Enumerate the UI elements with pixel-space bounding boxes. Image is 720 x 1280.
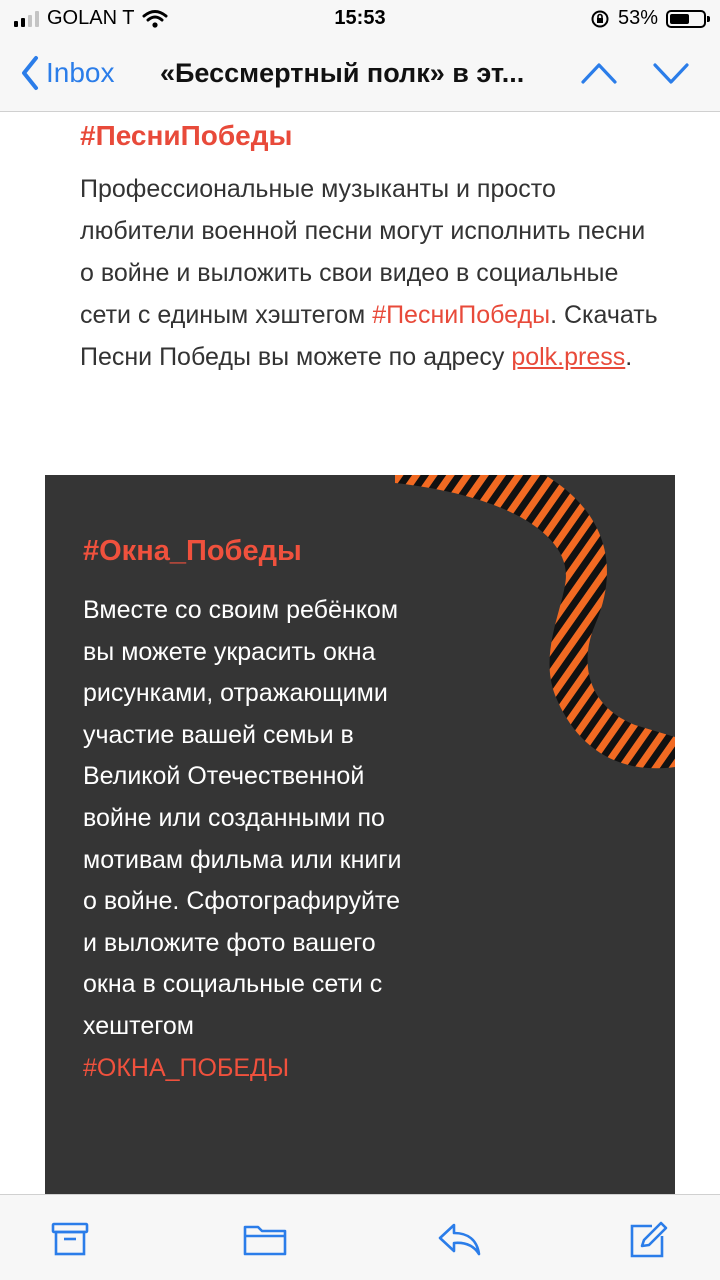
st-george-ribbon-image	[395, 475, 675, 775]
status-bar	[0, 0, 720, 38]
orientation-lock-icon	[590, 9, 610, 29]
carrier-label: GOLAN T	[47, 7, 135, 29]
songs-text-2: . Скачать Песни Победы вы можете по адресу	[80, 301, 658, 371]
windows-paragraph	[83, 590, 403, 1089]
back-label: Inbox	[46, 57, 115, 88]
songs-paragraph	[80, 168, 660, 378]
chevron-up-icon	[580, 58, 618, 88]
windows-text: Вместе со своим ребёнком вы можете украсить окна рисунками, отражающими участие вашей семьи в Великой Отечественной войне или созданными по мотивам фильма или книги о войне. Сфотографируйте и выложите фото вашего окна в социальные сети с хештегом	[83, 596, 402, 1040]
archive-button[interactable]	[50, 1221, 90, 1262]
songs-text-3: .	[625, 343, 633, 371]
status-right	[590, 7, 706, 30]
previous-message-button[interactable]	[580, 58, 618, 93]
email-body[interactable]	[0, 112, 720, 1194]
nav-bar	[0, 38, 720, 112]
songs-hashtag: #ПесниПобеды	[372, 301, 551, 329]
battery-icon	[666, 10, 706, 28]
polk-press-link[interactable]: polk.press	[511, 343, 626, 371]
chevron-left-icon	[20, 55, 40, 91]
message-subject: «Бессмертный полк» в эт...	[160, 58, 525, 88]
battery-percent: 53%	[617, 7, 658, 29]
windows-hashtag: #ОКНА_ПОБЕДЫ	[83, 1053, 290, 1082]
move-to-folder-button[interactable]	[242, 1221, 288, 1262]
status-time: 15:53	[334, 7, 386, 29]
next-message-button[interactable]	[652, 58, 690, 93]
windows-card	[45, 475, 675, 1194]
chevron-down-icon	[652, 58, 690, 88]
windows-title: #Окна_Победы	[83, 535, 302, 567]
songs-section	[80, 112, 660, 378]
bottom-toolbar	[0, 1194, 720, 1280]
message-navigation	[580, 58, 690, 93]
folder-icon	[242, 1221, 288, 1257]
reply-button[interactable]	[436, 1221, 482, 1262]
songs-title: #ПесниПобеды	[80, 120, 293, 151]
reply-icon	[436, 1221, 482, 1257]
songs-text-1: Профессиональные музыканты и просто любители военной песни могут исполнить песни о войне и выложить свои видео в социальные сети с единым хэштегом	[80, 175, 646, 329]
compose-button[interactable]	[628, 1221, 668, 1264]
back-button[interactable]	[20, 55, 115, 91]
compose-icon	[628, 1221, 668, 1259]
archive-icon	[50, 1221, 90, 1257]
